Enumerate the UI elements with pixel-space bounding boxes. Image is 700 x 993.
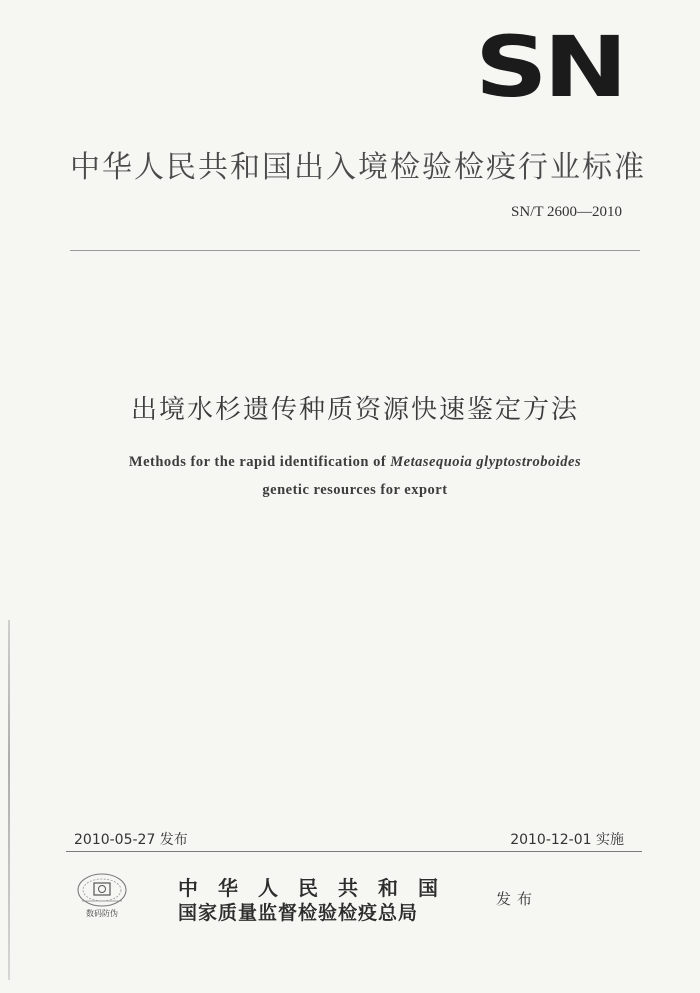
organization-title: 中华人民共和国出入境检验检疫行业标准	[70, 150, 646, 185]
scan-edge-shadow	[8, 620, 10, 980]
english-title	[60, 448, 650, 504]
issue-date: 2010-05-27 发布	[74, 832, 188, 848]
issuer-line-1: 中华人民共和国	[178, 876, 458, 900]
implementation-date: 2010-12-01 实施	[510, 832, 624, 848]
sn-logo: SN	[474, 17, 624, 116]
english-title-species: Metasequoia glyptostroboides	[390, 454, 582, 470]
anti-counterfeit-seal	[74, 868, 130, 924]
standard-code: SN/T 2600—2010	[511, 204, 622, 220]
publish-label: 发布	[496, 890, 539, 908]
issuer-line-2: 国家质量监督检验检疫总局	[178, 902, 419, 924]
seal-label: 数码防伪	[86, 909, 118, 918]
chinese-title: 出境水杉遗传种质资源快速鉴定方法	[130, 395, 579, 425]
header-divider	[70, 250, 640, 251]
english-title-part1: Methods for the rapid identification of	[128, 454, 391, 470]
english-title-line2: genetic resources for export	[262, 482, 448, 498]
issuing-authority	[178, 875, 478, 925]
footer-divider	[66, 851, 642, 852]
